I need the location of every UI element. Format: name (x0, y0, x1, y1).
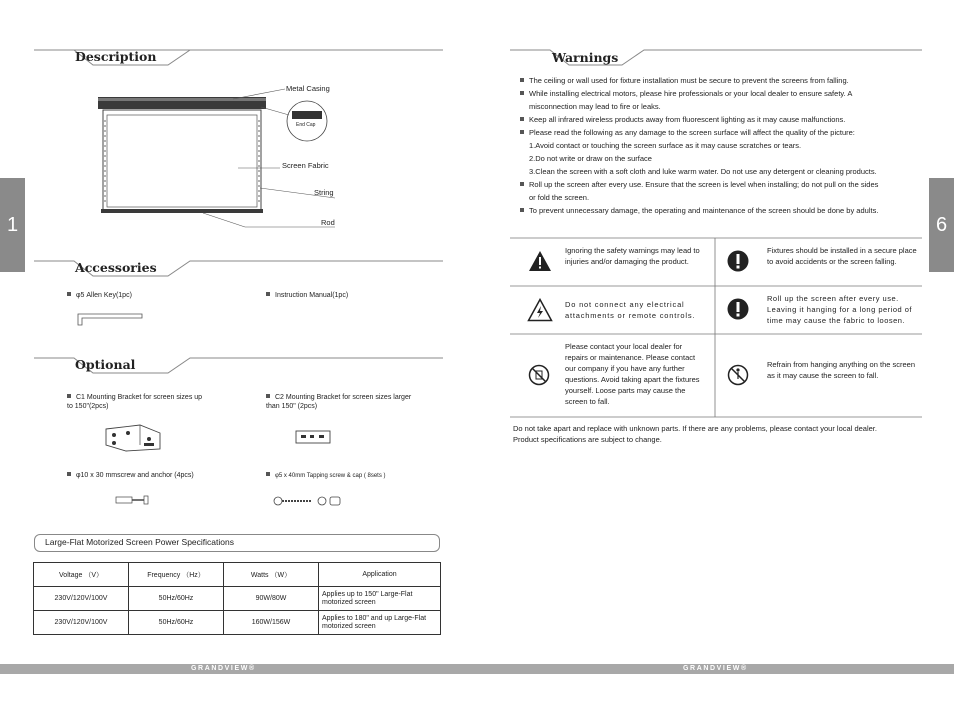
accessory-item: Instruction Manual(1pc) (266, 292, 348, 299)
c1-bracket-image (104, 423, 162, 453)
safety-text: Roll up the screen after every use. Leaving it hanging for a long period of time may cause the fabric to loosen. (767, 294, 913, 325)
no-hanging-icon (727, 364, 749, 386)
label-metal-casing: Metal Casing (286, 84, 330, 93)
safety-text: Please contact your local dealer for repairs or maintenance. Please contact our company if you have any further questions. Avoid taking apart the fixtures yourself. Loose parts may cause the screen to fall. (565, 342, 700, 406)
mandatory-exclamation-icon (727, 298, 749, 320)
label-screen-fabric: Screen Fabric (282, 161, 329, 170)
mandatory-exclamation-icon (727, 250, 749, 272)
screen-diagram (95, 85, 345, 230)
label-string: String (314, 188, 334, 197)
list-item: 1.Avoid contact or touching the screen surface as it may cause scratches or tears. (529, 141, 802, 150)
warnings-title: Warnings (552, 50, 619, 65)
c2-bracket-image (294, 428, 334, 446)
list-item: The ceiling or wall used for fixture installation must be secure to prevent the screens from falling. (520, 74, 930, 87)
no-disassembly-icon (528, 364, 550, 386)
list-item: 3.Clean the screen with a soft cloth and luke warm water. Do not use any detergent or cleaning products. (529, 167, 877, 176)
description-title: Description (75, 49, 157, 64)
list-item: or fold the screen. (529, 193, 590, 202)
table-row: 230V/120V/100V 50Hz/60Hz 160W/156W Applies to 180" and up Large-Flat motorized screen (34, 611, 441, 635)
footnote: Do not take apart and replace with unknown parts. If there are any problems, please contact your local dealer. Product specifications are subject to change. (513, 424, 877, 444)
table-row: Voltage （V） Frequency （Hz） Watts （W） Application (34, 563, 441, 587)
list-item: 2.Do not write or draw on the surface (529, 154, 652, 163)
safety-text: Refrain from hanging anything on the screen as it may cause the screen to fall. (767, 360, 916, 380)
page-number-tab-left (0, 178, 25, 272)
electric-shock-icon (527, 298, 553, 322)
allen-key-image (76, 311, 146, 327)
label-end-cap: End Cap (296, 122, 316, 128)
table-row: 230V/120V/100V 50Hz/60Hz 90W/80W Applies up to 150" Large-Flat motorized screen (34, 587, 441, 611)
optional-item: C2 Mounting Bracket for screen sizes larger than 150" (2pcs) (266, 394, 412, 410)
specs-table (33, 562, 441, 635)
safety-text: Ignoring the safety warnings may lead to injuries and/or damaging the product. (565, 246, 700, 266)
optional-item: φ10 x 30 mmscrew and anchor (4pcs) (67, 472, 194, 479)
tapping-screw-image (272, 494, 344, 508)
brand-logo: GRANDVIEW® (191, 665, 256, 672)
list-item: Keep all infrared wireless products away from fluorescent lighting as it may cause malfunctions. (520, 113, 930, 126)
list-item: Please read the following as any damage to the screen surface will affect the quality of the picture: (520, 126, 930, 139)
optional-item: φ5 x 40mm Tapping screw & cap ( 8sets ) (266, 472, 386, 479)
list-item: Roll up the screen after every use. Ensure that the screen is level when installing; do not pull on the sides (520, 178, 930, 191)
optional-title: Optional (75, 357, 136, 372)
brand-logo: GRANDVIEW® (683, 665, 748, 672)
specs-title-box (34, 534, 440, 552)
page-number: 1 (6, 213, 19, 236)
label-rod: Rod (321, 218, 335, 227)
list-item: While installing electrical motors, please hire professionals or your local dealer to ensure safety. A (520, 87, 930, 100)
safety-text: Do not connect any electrical attachments or remote controls. (565, 300, 696, 320)
page-number-tab-right (929, 178, 954, 272)
screw-anchor-image (114, 494, 152, 506)
specs-title: Large-Flat Motorized Screen Power Specifications (45, 537, 234, 547)
list-item: To prevent unnecessary damage, the operating and maintenance of the screen should be done by adults. (520, 204, 930, 217)
list-item: misconnection may lead to fire or leaks. (529, 102, 661, 111)
optional-item: C1 Mounting Bracket for screen sizes up to 150"(2pcs) (67, 394, 203, 410)
warning-triangle-icon (528, 250, 552, 272)
warnings-list (520, 74, 930, 217)
accessory-item: φ5 Allen Key(1pc) (67, 292, 132, 299)
safety-text: Fixtures should be installed in a secure place to avoid accidents or the screen falling. (767, 246, 917, 266)
accessories-title: Accessories (75, 260, 157, 275)
page-number: 6 (935, 213, 948, 236)
